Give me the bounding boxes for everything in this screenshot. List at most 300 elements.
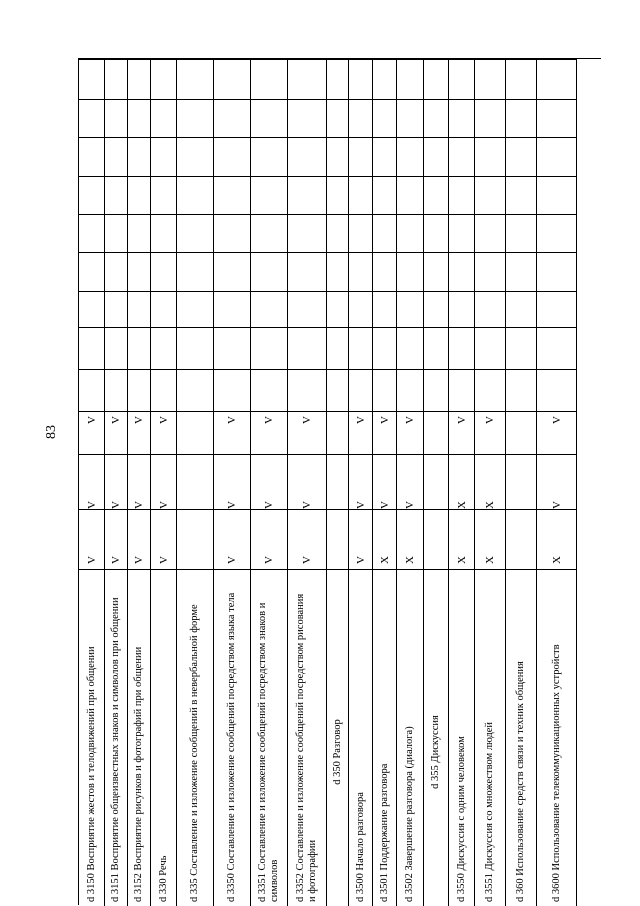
row-label-text: d 335 Составление и изложение сообщений в невербальной форме [189, 604, 200, 902]
grid-line [251, 214, 287, 215]
grid-line [349, 569, 372, 570]
grid-line [214, 59, 250, 60]
row-label [537, 582, 576, 902]
mark-text: V [403, 501, 416, 509]
grid-line [177, 569, 213, 570]
check-mark [397, 499, 423, 511]
grid-line [105, 59, 127, 60]
mark-text: V [109, 556, 122, 564]
row-label [251, 582, 287, 902]
grid-line [79, 369, 104, 370]
grid-line [537, 291, 576, 292]
grid-line [449, 454, 474, 455]
row-label [475, 582, 505, 902]
grid-line [214, 214, 250, 215]
check-mark [128, 499, 150, 511]
grid-line [424, 327, 448, 328]
grid-line [475, 176, 505, 177]
row-label [373, 582, 396, 902]
grid-line [177, 291, 213, 292]
check-mark [151, 414, 176, 426]
check-mark [251, 499, 287, 511]
grid-line [214, 252, 250, 253]
grid-line [327, 411, 348, 412]
check-mark [128, 554, 150, 566]
grid-line [251, 369, 287, 370]
grid-line [506, 569, 536, 570]
grid-line [537, 327, 576, 328]
grid-line [506, 59, 536, 60]
mark-text: V [354, 416, 367, 424]
row-label-text: d 330 Речь [157, 855, 169, 902]
cross-mark [475, 554, 505, 566]
table-column-row [397, 59, 424, 906]
check-mark [537, 499, 576, 511]
mark-text: V [455, 416, 468, 424]
grid-line [177, 59, 213, 60]
grid-line [177, 137, 213, 138]
mark-text: V [378, 416, 391, 424]
grid-line [397, 569, 423, 570]
mark-text: V [85, 556, 98, 564]
grid-line [475, 252, 505, 253]
grid-line [349, 99, 372, 100]
grid-line [288, 99, 326, 100]
mark-text: V [262, 501, 275, 509]
grid-line [105, 327, 127, 328]
grid-line [349, 176, 372, 177]
table-column-row [475, 59, 506, 906]
grid-line [105, 176, 127, 177]
check-mark [373, 414, 396, 426]
mark-text: V [225, 556, 238, 564]
grid-line [214, 411, 250, 412]
check-mark [288, 414, 326, 426]
row-label [449, 582, 474, 902]
row-label-text: d 360 Использование средств связи и техник общения [515, 661, 526, 902]
mark-text: X [483, 556, 496, 564]
grid-line [214, 327, 250, 328]
grid-line [373, 411, 396, 412]
grid-line [105, 411, 127, 412]
grid-line [397, 252, 423, 253]
check-mark [288, 554, 326, 566]
row-label-text: d 3350 Составление и изложение сообщений посредством языка тела [226, 592, 237, 902]
grid-line [128, 59, 150, 60]
grid-line [105, 214, 127, 215]
grid-line [449, 252, 474, 253]
grid-line [105, 137, 127, 138]
grid-line [214, 454, 250, 455]
grid-line [288, 369, 326, 370]
grid-line [288, 176, 326, 177]
row-label-text: d 3150 Восприятие жестов и телодвижений при общении [85, 646, 97, 902]
grid-line [349, 59, 372, 60]
grid-line [537, 99, 576, 100]
grid-line [449, 137, 474, 138]
grid-line [79, 327, 104, 328]
table-column-row [327, 59, 349, 906]
grid-line [397, 327, 423, 328]
grid-line [151, 214, 176, 215]
grid-line [151, 176, 176, 177]
grid-line [349, 454, 372, 455]
row-label [177, 582, 213, 902]
row-label-text: d 3151 Восприятие общеизвестных знаков и символов при общении [110, 597, 121, 902]
grid-line [424, 214, 448, 215]
grid-line [475, 369, 505, 370]
mark-text: V [225, 501, 238, 509]
grid-line [397, 411, 423, 412]
row-label [128, 582, 150, 902]
grid-line [475, 327, 505, 328]
grid-line [151, 454, 176, 455]
grid-line [349, 137, 372, 138]
grid-line [327, 569, 348, 570]
mark-text: V [85, 416, 98, 424]
grid-line [475, 214, 505, 215]
grid-line [373, 454, 396, 455]
grid-line [373, 252, 396, 253]
grid-line [475, 99, 505, 100]
check-mark [537, 414, 576, 426]
grid-line [373, 59, 396, 60]
grid-line [506, 327, 536, 328]
row-label-text: d 3600 Использование телекоммуникационных устройств [550, 644, 562, 902]
grid-line [475, 59, 505, 60]
mark-text: V [550, 501, 563, 509]
grid-line [475, 291, 505, 292]
grid-line [327, 327, 348, 328]
grid-line [537, 454, 576, 455]
grid-line [537, 369, 576, 370]
row-label [349, 582, 372, 902]
grid-line [424, 454, 448, 455]
cross-mark [397, 554, 423, 566]
grid-line [79, 176, 104, 177]
grid-line [214, 176, 250, 177]
grid-line [105, 252, 127, 253]
mark-text: V [300, 501, 313, 509]
grid-line [349, 327, 372, 328]
mark-text: V [550, 416, 563, 424]
grid-line [251, 454, 287, 455]
mark-text: V [132, 556, 145, 564]
table-column-row [128, 59, 151, 906]
grid-line [79, 411, 104, 412]
table-column-row [79, 59, 105, 906]
row-label-text: d 3152 Восприятие рисунков и фотографий при общении [133, 646, 144, 902]
table-column-row [506, 59, 537, 906]
assessment-table [78, 58, 601, 905]
check-mark [214, 554, 250, 566]
grid-line [397, 369, 423, 370]
mark-text: V [378, 501, 391, 509]
grid-line [537, 137, 576, 138]
row-label-text: d 3351 Составление и изложение сообщений посредством знаков и символов [257, 602, 280, 902]
mark-text: V [109, 501, 122, 509]
grid-line [214, 569, 250, 570]
mark-text: X [550, 556, 563, 564]
mark-text: V [132, 416, 145, 424]
grid-line [79, 137, 104, 138]
grid-line [214, 291, 250, 292]
mark-text: V [300, 416, 313, 424]
grid-line [128, 411, 150, 412]
grid-line [373, 137, 396, 138]
mark-text: V [354, 501, 367, 509]
check-mark [449, 414, 474, 426]
grid-line [251, 99, 287, 100]
grid-line [177, 99, 213, 100]
grid-line [214, 369, 250, 370]
mark-text: V [225, 416, 238, 424]
grid-line [537, 59, 576, 60]
grid-line [288, 252, 326, 253]
grid-line [288, 327, 326, 328]
table-column-row [373, 59, 397, 906]
check-mark [397, 414, 423, 426]
check-mark [475, 414, 505, 426]
grid-line [373, 369, 396, 370]
grid-line [251, 137, 287, 138]
mark-text: V [109, 416, 122, 424]
mark-text: X [403, 556, 416, 564]
grid-line [128, 569, 150, 570]
table-column-row [288, 59, 327, 906]
grid-line [177, 327, 213, 328]
grid-line [128, 99, 150, 100]
cross-mark [373, 554, 396, 566]
grid-line [475, 454, 505, 455]
grid-line [151, 569, 176, 570]
grid-line [151, 411, 176, 412]
check-mark [214, 499, 250, 511]
cross-mark [475, 499, 505, 511]
grid-line [105, 291, 127, 292]
grid-line [151, 327, 176, 328]
grid-line [397, 291, 423, 292]
grid-line [506, 411, 536, 412]
mark-text: V [262, 416, 275, 424]
grid-line [177, 509, 213, 510]
grid-line [251, 176, 287, 177]
section-heading [327, 582, 348, 902]
check-mark [251, 554, 287, 566]
grid-line [327, 99, 348, 100]
grid-line [475, 569, 505, 570]
grid-line [449, 569, 474, 570]
grid-line [327, 137, 348, 138]
grid-line [349, 369, 372, 370]
row-label-text: d 355 Дискуссия [430, 715, 441, 789]
grid-line [151, 59, 176, 60]
row-label [105, 582, 127, 902]
grid-line [288, 569, 326, 570]
check-mark [79, 499, 104, 511]
grid-line [475, 137, 505, 138]
grid-line [506, 454, 536, 455]
grid-line [128, 454, 150, 455]
check-mark [79, 414, 104, 426]
grid-line [79, 569, 104, 570]
section-heading [424, 582, 448, 902]
mark-text: V [483, 416, 496, 424]
grid-line [128, 369, 150, 370]
grid-line [327, 454, 348, 455]
grid-line [349, 291, 372, 292]
grid-line [327, 59, 348, 60]
grid-line [177, 411, 213, 412]
row-label-text: d 350 Разговор [331, 719, 343, 785]
grid-line [424, 369, 448, 370]
grid-line [251, 569, 287, 570]
grid-line [251, 252, 287, 253]
grid-line [327, 291, 348, 292]
grid-line [373, 99, 396, 100]
row-label [151, 582, 176, 902]
mark-text: V [157, 416, 170, 424]
grid-line [128, 252, 150, 253]
check-mark [349, 414, 372, 426]
grid-line [506, 176, 536, 177]
row-label [506, 582, 536, 902]
grid-line [151, 252, 176, 253]
table-column-row [449, 59, 475, 906]
grid-line [506, 252, 536, 253]
grid-line [424, 411, 448, 412]
check-mark [349, 554, 372, 566]
grid-line [105, 569, 127, 570]
grid-line [424, 137, 448, 138]
grid-line [128, 327, 150, 328]
mark-text: V [157, 501, 170, 509]
grid-line [151, 137, 176, 138]
row-label-text: d 3500 Начало разговора [354, 792, 366, 902]
grid-line [424, 59, 448, 60]
grid-line [397, 99, 423, 100]
grid-line [397, 59, 423, 60]
page-number: 83 [44, 425, 59, 439]
grid-line [177, 214, 213, 215]
grid-line [449, 291, 474, 292]
grid-line [506, 369, 536, 370]
grid-line [151, 369, 176, 370]
grid-line [449, 99, 474, 100]
grid-line [397, 176, 423, 177]
grid-line [449, 411, 474, 412]
grid-line [251, 411, 287, 412]
check-mark [105, 554, 127, 566]
check-mark [105, 499, 127, 511]
grid-line [506, 214, 536, 215]
grid-line [105, 454, 127, 455]
mark-text: V [157, 556, 170, 564]
grid-line [79, 291, 104, 292]
grid-line [105, 99, 127, 100]
check-mark [151, 499, 176, 511]
check-mark [105, 414, 127, 426]
grid-line [128, 291, 150, 292]
table-column-row [105, 59, 128, 906]
grid-line [251, 291, 287, 292]
grid-line [79, 59, 104, 60]
row-label-text: d 3352 Составление и изложение сообщений посредством рисования и фотографии [295, 593, 318, 902]
grid-line [373, 176, 396, 177]
grid-line [449, 59, 474, 60]
grid-line [79, 214, 104, 215]
grid-line [288, 454, 326, 455]
mark-text: X [455, 501, 468, 509]
grid-line [449, 176, 474, 177]
grid-line [373, 327, 396, 328]
grid-line [424, 291, 448, 292]
grid-line [288, 59, 326, 60]
grid-line [327, 214, 348, 215]
mark-text: X [455, 556, 468, 564]
grid-line [327, 509, 348, 510]
mark-text: X [378, 556, 391, 564]
grid-line [327, 252, 348, 253]
grid-line [151, 99, 176, 100]
grid-line [424, 176, 448, 177]
row-label-text: d 3501 Поддержание разговора [378, 763, 390, 902]
grid-line [177, 252, 213, 253]
grid-line [506, 99, 536, 100]
grid-line [537, 411, 576, 412]
mark-text: V [262, 556, 275, 564]
grid-line [288, 411, 326, 412]
grid-line [397, 137, 423, 138]
grid-line [449, 369, 474, 370]
grid-line [128, 176, 150, 177]
grid-line [506, 509, 536, 510]
table-column-row [177, 59, 214, 906]
check-mark [79, 554, 104, 566]
grid-line [327, 176, 348, 177]
table-column-row [251, 59, 288, 906]
grid-line [397, 214, 423, 215]
grid-line [288, 214, 326, 215]
grid-line [449, 327, 474, 328]
row-label [397, 582, 423, 902]
grid-line [288, 291, 326, 292]
grid-line [177, 454, 213, 455]
table-column-row [424, 59, 449, 906]
grid-line [177, 176, 213, 177]
grid-line [327, 369, 348, 370]
grid-line [349, 411, 372, 412]
row-label-text: d 3502 Завершение разговора (диалога) [404, 726, 415, 902]
grid-line [349, 214, 372, 215]
row-label-text: d 3550 Дискуссия с одним человеком [455, 736, 467, 902]
row-label-text: d 3551 Дискуссия со множеством людей [484, 722, 495, 902]
grid-line [128, 137, 150, 138]
grid-line [251, 327, 287, 328]
table-column-row [214, 59, 251, 906]
grid-line [424, 509, 448, 510]
grid-line [537, 176, 576, 177]
grid-line [506, 137, 536, 138]
grid-line [424, 99, 448, 100]
check-mark [214, 414, 250, 426]
grid-line [151, 291, 176, 292]
mark-text: V [403, 416, 416, 424]
grid-line [288, 137, 326, 138]
grid-line [105, 369, 127, 370]
check-mark [349, 499, 372, 511]
grid-line [177, 369, 213, 370]
